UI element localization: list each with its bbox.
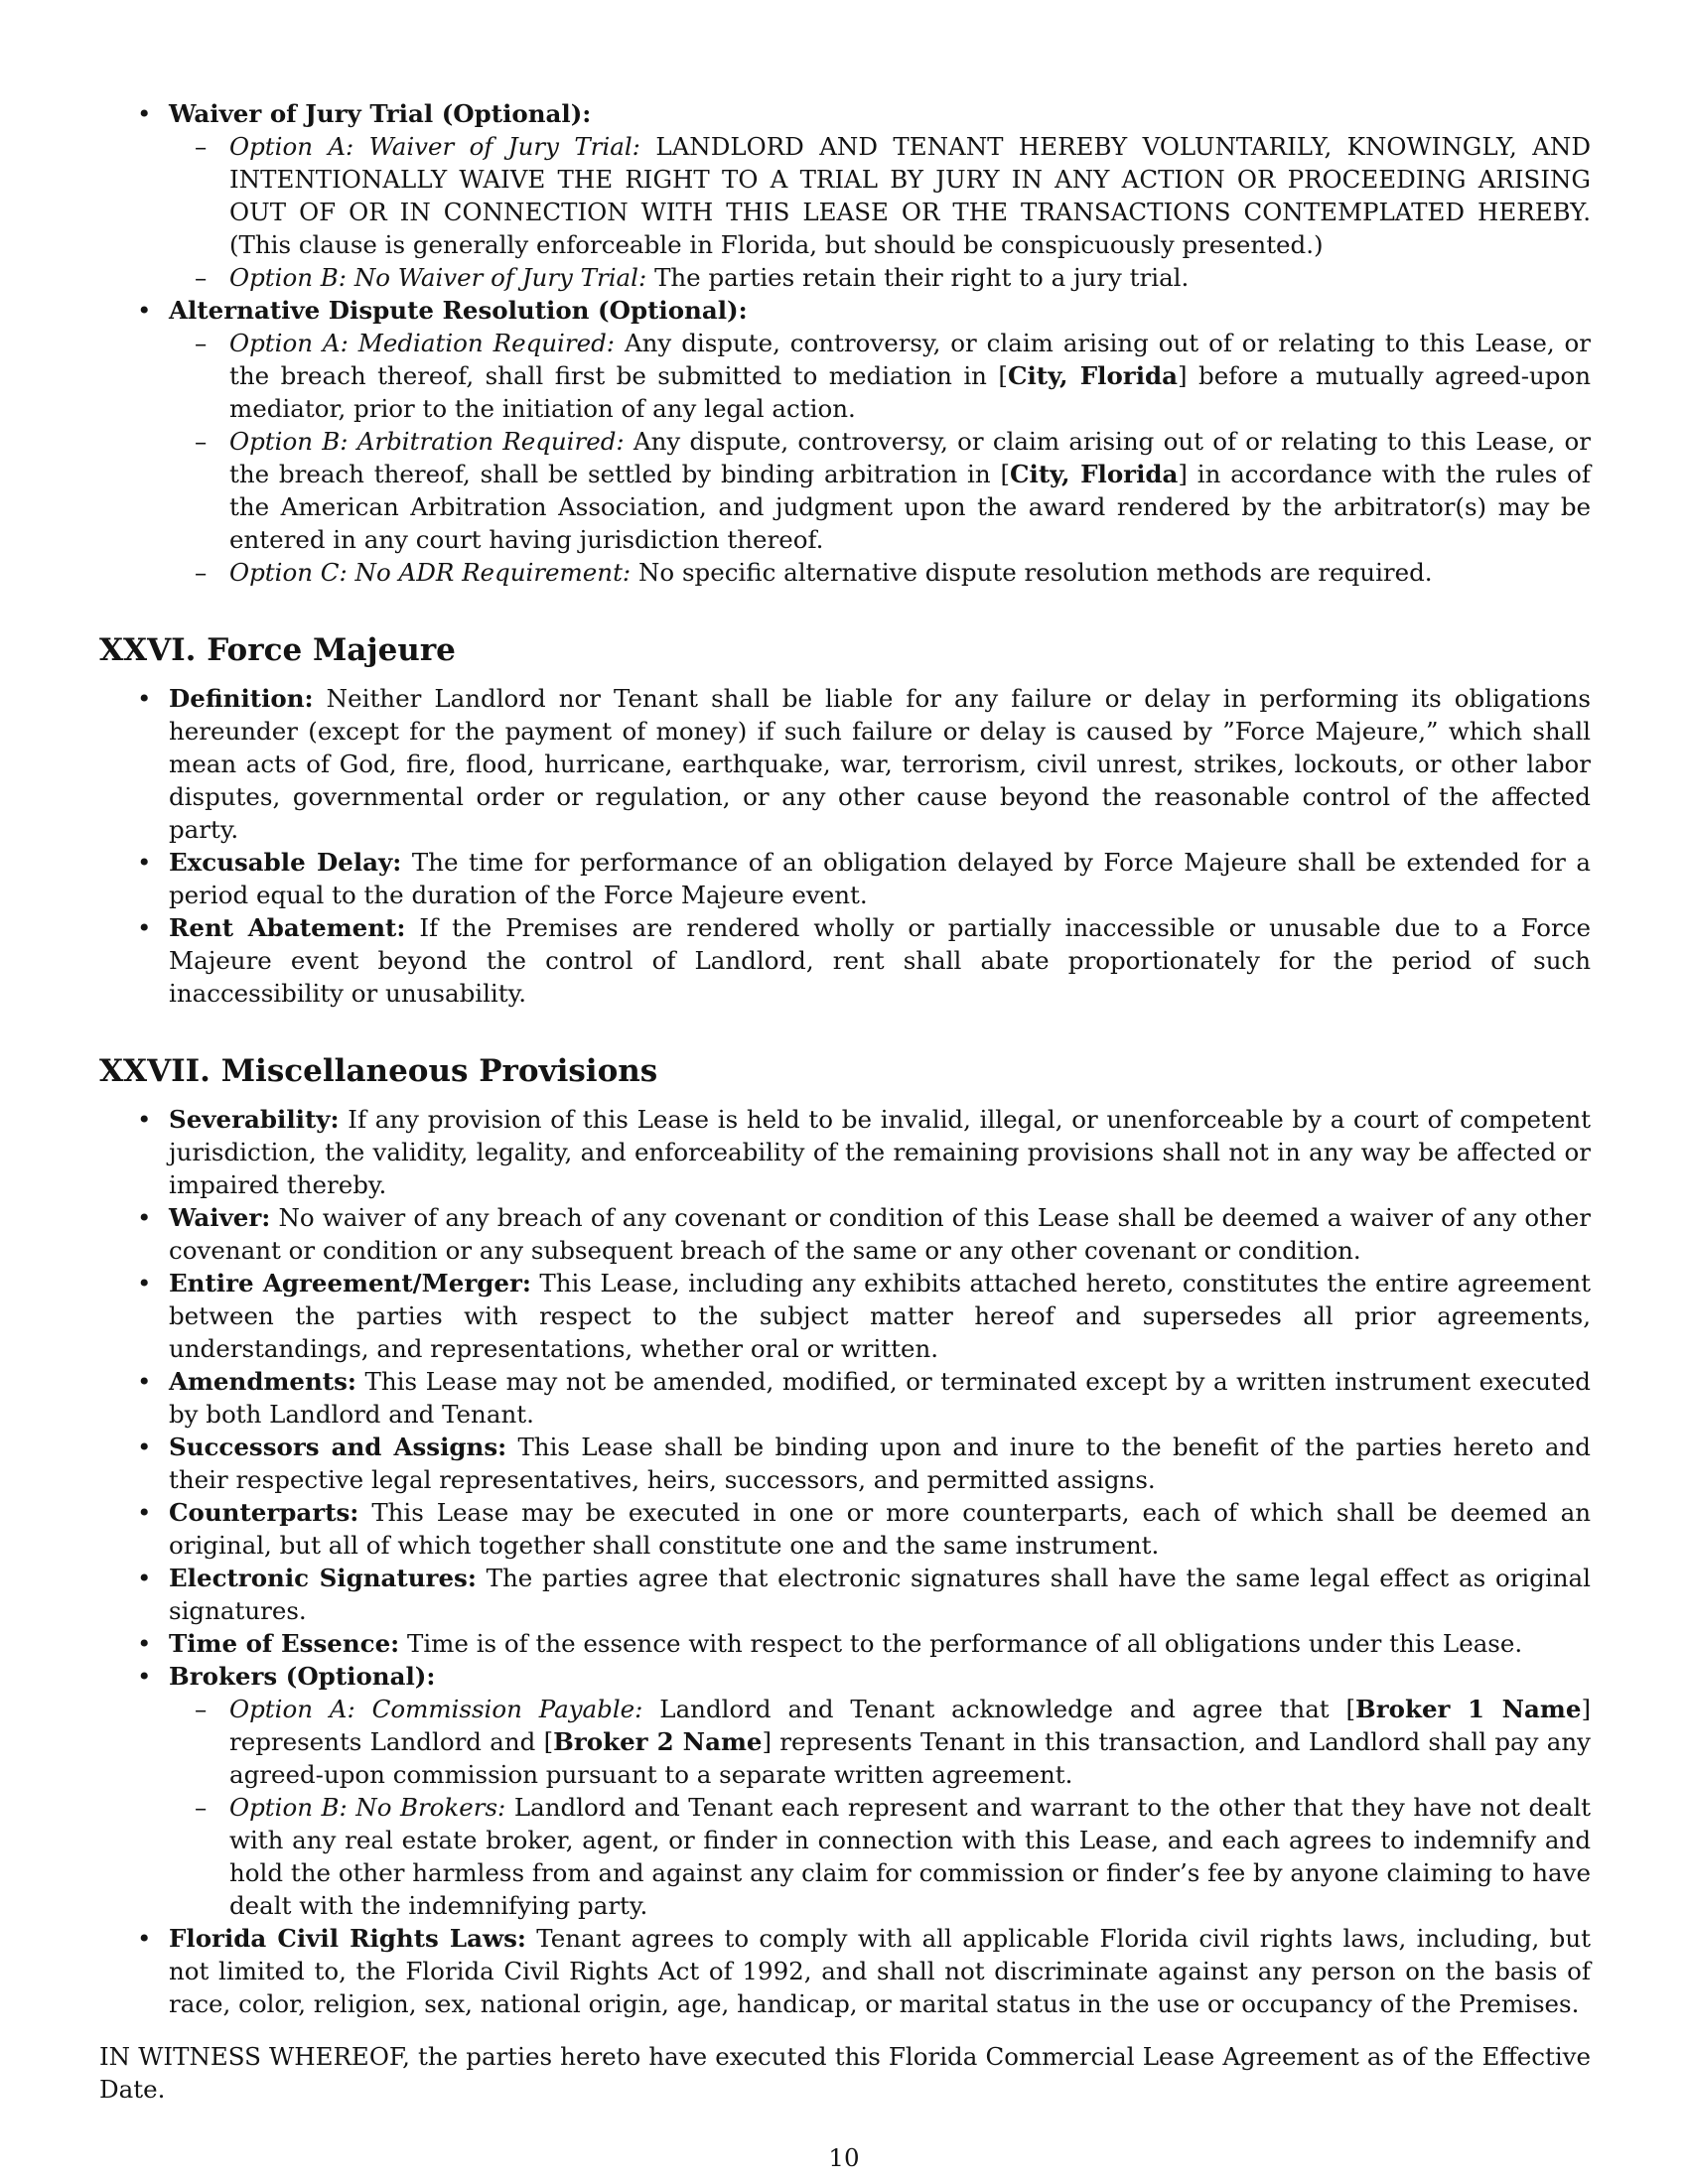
- option-text: LANDLORD AND TENANT HEREBY VOLUNTARILY, KNOWINGLY, AND INTENTIONALLY WAIVE THE RIGHT TO A TRIAL BY JURY IN ANY ACTION OR PROCEEDING ARISING OUT OF OR IN CONNECTION WITH THIS LEASE OR THE TRANSACTIONS CONTEMPLATED HEREBY. (This clause is generally enforceable in Florida, but should be conspicuously presented.): [229, 132, 1591, 259]
- misc-list: [99, 1103, 1591, 2020]
- document-page: [99, 97, 1591, 2106]
- section-heading-miscellaneous: XXVII. Miscellaneous Provisions: [99, 1053, 658, 1089]
- list-item: [99, 1365, 1591, 1431]
- sub-list: [169, 1693, 1591, 1922]
- item-text: Neither Landlord nor Tenant shall be liable for any failure or delay in performing its obligations hereunder (except for the payment of money) if such failure or delay is caused by ”Force Majeure,” which shall mean acts of God, fire, flood, hurricane, earthquake, war, terrorism, civil unrest, strikes, lockouts, or other labor disputes, governmental order or regulation, or any other cause beyond the reasonable control of the affected party.: [169, 684, 1591, 844]
- item-label: Definition:: [169, 684, 314, 713]
- bullet: •: [137, 1498, 152, 1527]
- item-label: Successors and Assigns:: [169, 1433, 507, 1461]
- list-item: [99, 846, 1591, 911]
- list-item: [99, 1562, 1591, 1627]
- sub-list: [169, 327, 1591, 589]
- bullet: •: [137, 296, 152, 325]
- bullet: •: [137, 1105, 152, 1134]
- dash: –: [195, 427, 208, 456]
- option-label: Option C: No ADR Requirement:: [229, 558, 632, 587]
- list-item: [99, 1627, 1591, 1660]
- bullet: •: [137, 1662, 152, 1691]
- bullet: •: [137, 848, 152, 877]
- bullet: •: [137, 1433, 152, 1461]
- list-item: [99, 1267, 1591, 1365]
- bullet: •: [137, 913, 152, 942]
- placeholder-broker-2: Broker 2 Name: [553, 1727, 763, 1756]
- dash: –: [195, 1695, 208, 1723]
- option-label: Option B: No Waiver of Jury Trial:: [229, 263, 647, 292]
- dash: –: [195, 1793, 208, 1822]
- dash: –: [195, 132, 208, 161]
- bullet: •: [137, 1367, 152, 1396]
- list-item: [99, 911, 1591, 1010]
- list-item: [99, 294, 1591, 589]
- bullet: •: [137, 1203, 152, 1232]
- option-label: Option B: Arbitration Required:: [229, 427, 625, 456]
- option-text: ] before a mutually agreed-upon mediator, prior to the initiation of any legal action.: [229, 361, 1591, 423]
- list-item: [99, 1496, 1591, 1562]
- sub-list-item: [169, 261, 1591, 294]
- item-text: Time is of the essence with respect to the performance of all obligations under this Lease.: [407, 1629, 1523, 1658]
- force-majeure-list: [99, 682, 1591, 1010]
- section-heading-force-majeure: XXVI. Force Majeure: [99, 632, 456, 668]
- item-label: Brokers (Optional):: [169, 1662, 436, 1691]
- sub-list-item: [169, 556, 1591, 589]
- option-text: ] in accordance with the rules of the American Arbitration Association, and judgment upon the award rendered by the arbitrator(s) may be entered in any court having jurisdiction thereof.: [229, 460, 1591, 554]
- item-text: This Lease may not be amended, modified, or terminated except by a written instrument executed by both Landlord and Tenant.: [169, 1367, 1591, 1429]
- list-item: [99, 682, 1591, 846]
- bullet: •: [137, 1629, 152, 1658]
- option-label: Option A: Mediation Required:: [229, 329, 616, 357]
- item-text: The time for performance of an obligation delayed by Force Majeure shall be extended for a period equal to the duration of the Force Majeure event.: [169, 848, 1592, 909]
- item-label: Severability:: [169, 1105, 340, 1134]
- list-item: [99, 1431, 1591, 1496]
- sub-list-item: [169, 1791, 1591, 1922]
- bullet: •: [137, 1924, 152, 1953]
- option-text: Landlord and Tenant acknowledge and agree that [: [659, 1695, 1356, 1723]
- item-label: Alternative Dispute Resolution (Optional):: [169, 296, 748, 325]
- option-text: The parties retain their right to a jury trial.: [654, 263, 1190, 292]
- option-text: No specific alternative dispute resolution methods are required.: [637, 558, 1433, 587]
- item-label: Excusable Delay:: [169, 848, 402, 877]
- list-item: [99, 1103, 1591, 1201]
- list-item: [99, 97, 1591, 294]
- dash: –: [195, 558, 208, 587]
- sub-list-item: [169, 425, 1591, 556]
- item-label: Electronic Signatures:: [169, 1564, 477, 1592]
- option-text: ] represents Tenant in this transaction, and Landlord shall pay any agreed-upon commission pursuant to a separate written agreement.: [229, 1727, 1591, 1789]
- bullet: •: [137, 684, 152, 713]
- item-label: Rent Abatement:: [169, 913, 406, 942]
- item-text: Tenant agrees to comply with all applicable Florida civil rights laws, including, but not limited to, the Florida Civil Rights Act of 1992, and shall not discriminate against any person on the basis of race, color, religion, sex, national origin, age, handicap, or marital status in the use or occupancy of the Premises.: [169, 1924, 1591, 2018]
- list-item: [99, 1922, 1591, 2020]
- item-label: Florida Civil Rights Laws:: [169, 1924, 526, 1953]
- item-text: This Lease may be executed in one or more counterparts, each of which shall be deemed an original, but all of which together shall constitute one and the same instrument.: [169, 1498, 1591, 1560]
- item-text: This Lease, including any exhibits attached hereto, constitutes the entire agreement between the parties with respect to the subject matter hereof and supersedes all prior agreements, understandings, and representations, whether oral or written.: [169, 1269, 1591, 1363]
- placeholder-broker-1: Broker 1 Name: [1355, 1695, 1582, 1723]
- placeholder-city: City, Florida: [1010, 460, 1179, 488]
- sub-list-item: [169, 1693, 1591, 1791]
- item-label: Counterparts:: [169, 1498, 359, 1527]
- option-text: Any dispute, controversy, or claim arising out of or relating to this Lease, or the breach thereof, shall first be submitted to mediation in [: [229, 329, 1592, 390]
- option-text: Any dispute, controversy, or claim arising out of or relating to this Lease, or the breach thereof, shall be settled by binding arbitration in [: [229, 427, 1592, 488]
- item-text: This Lease shall be binding upon and inure to the benefit of the parties hereto and their respective legal representatives, heirs, successors, and permitted assigns.: [169, 1433, 1591, 1494]
- item-label: Entire Agreement/Merger:: [169, 1269, 531, 1297]
- sub-list-item: [169, 327, 1591, 425]
- list-item: [99, 1201, 1591, 1267]
- bullet: •: [137, 99, 152, 128]
- witness-clause: IN WITNESS WHEREOF, the parties hereto have executed this Florida Commercial Lease Agreement as of the Effective Date.: [99, 2042, 1591, 2104]
- dash: –: [195, 329, 208, 357]
- item-label: Waiver:: [169, 1203, 271, 1232]
- jury-adr-list: [99, 97, 1591, 589]
- item-text: If the Premises are rendered wholly or partially inaccessible or unusable due to a Force Majeure event beyond the control of Landlord, rent shall abate proportionately for the period of such inaccessibility or unusability.: [169, 913, 1591, 1008]
- item-text: If any provision of this Lease is held to be invalid, illegal, or unenforceable by a court of competent jurisdiction, the validity, legality, and enforceability of the remaining provisions shall not in any way be affected or impaired thereby.: [169, 1105, 1592, 1199]
- item-label: Waiver of Jury Trial (Optional):: [169, 99, 592, 128]
- list-item: [99, 1660, 1591, 1922]
- sub-list-item: [169, 130, 1591, 261]
- bullet: •: [137, 1564, 152, 1592]
- option-text: ] represents Landlord and [: [229, 1695, 1591, 1756]
- item-text: The parties agree that electronic signatures shall have the same legal effect as original signatures.: [169, 1564, 1591, 1625]
- option-label: Option B: No Brokers:: [229, 1793, 506, 1822]
- option-label: Option A: Waiver of Jury Trial:: [229, 132, 640, 161]
- dash: –: [195, 263, 208, 292]
- page-number: 10: [828, 2143, 860, 2172]
- item-label: Amendments:: [169, 1367, 356, 1396]
- placeholder-city: City, Florida: [1008, 361, 1179, 390]
- item-label: Time of Essence:: [169, 1629, 400, 1658]
- option-label: Option A: Commission Payable:: [229, 1695, 643, 1723]
- option-text: Landlord and Tenant each represent and warrant to the other that they have not dealt with any real estate broker, agent, or finder in connection with this Lease, and each agrees to indemnify and hold the other harmless from and against any claim for commission or finder’s fee by anyone claiming to have dealt with the indemnifying party.: [229, 1793, 1591, 1920]
- bullet: •: [137, 1269, 152, 1297]
- item-text: No waiver of any breach of any covenant or condition of this Lease shall be deemed a waiver of any other covenant or condition or any subsequent breach of the same or any other covenant or condition.: [169, 1203, 1591, 1265]
- sub-list: [169, 130, 1591, 294]
